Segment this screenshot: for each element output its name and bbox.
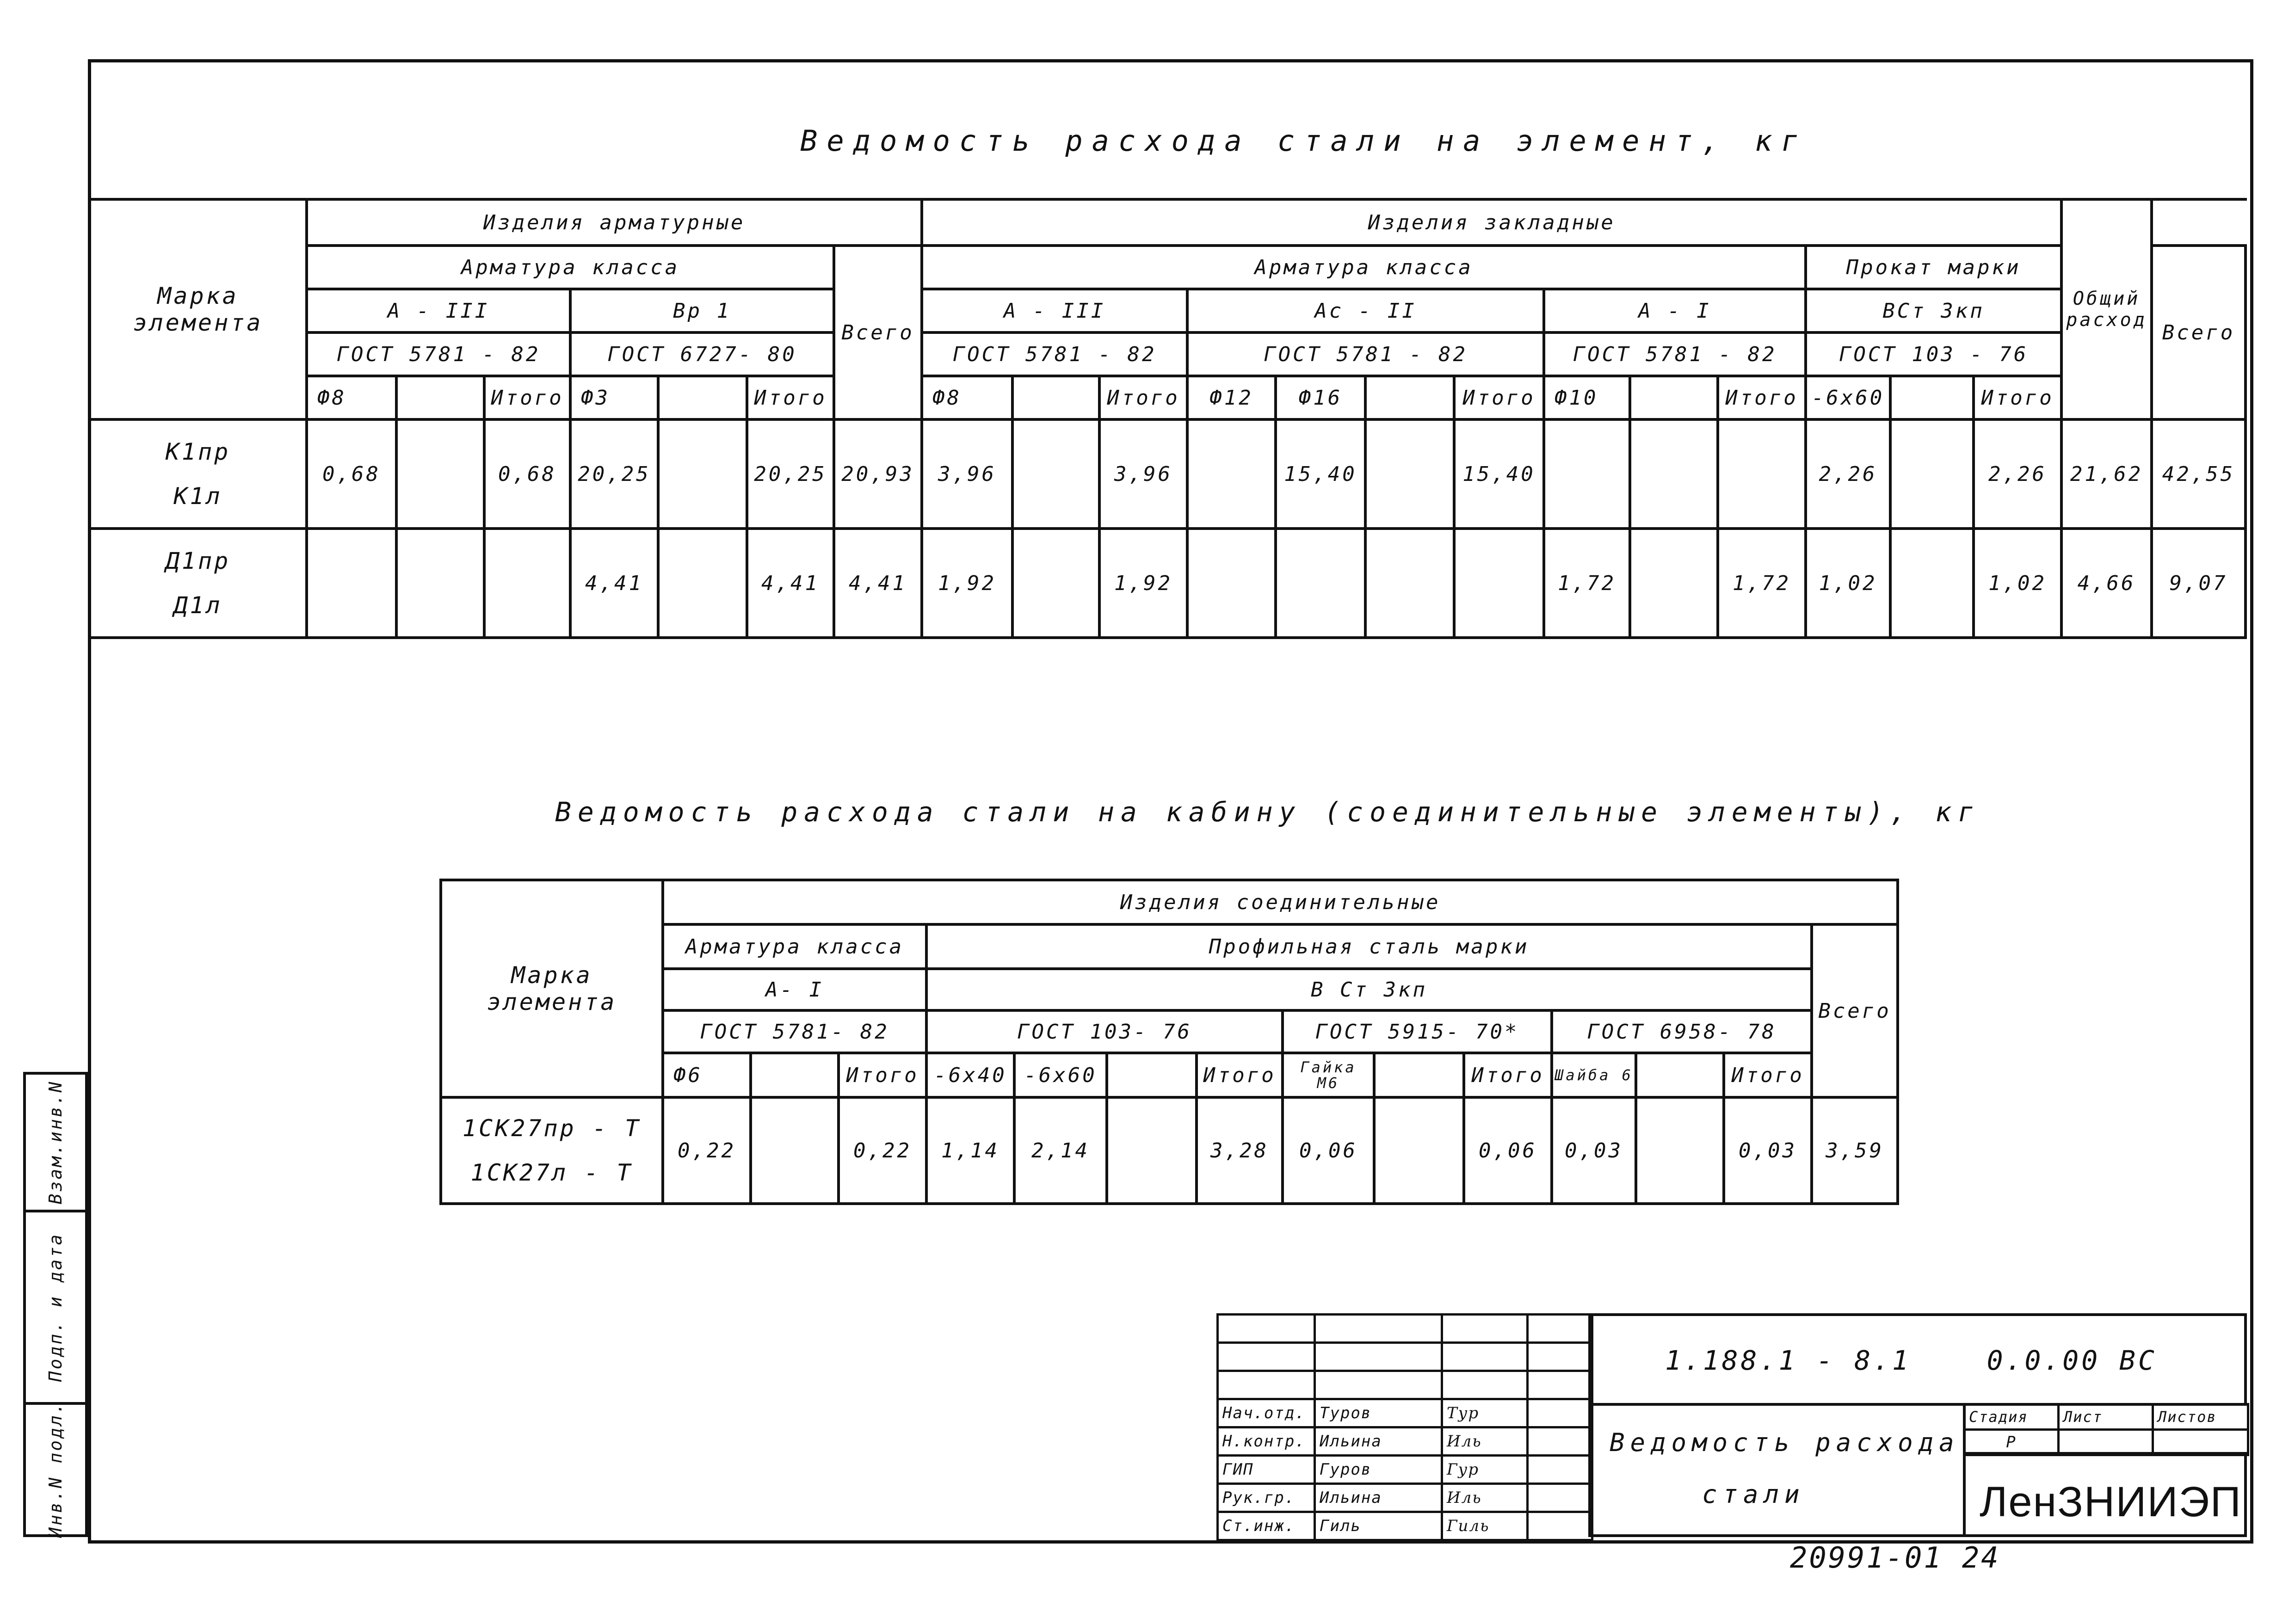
t1-h-total-arm: Всего — [834, 246, 922, 419]
cell: 20,25 — [747, 419, 834, 529]
cell — [658, 529, 747, 638]
stamp-row — [1218, 1456, 1592, 1484]
strip-sign-date — [23, 1210, 88, 1405]
strip-inv-no — [23, 1402, 88, 1537]
cell — [1630, 419, 1718, 529]
t1-class-as2: Ас - II — [1187, 289, 1544, 332]
t2-h-total: Всего — [1812, 924, 1898, 1097]
stamp-stage-table — [1963, 1403, 2249, 1456]
t2-gost-3: ГОСТ 5915- 70* — [1283, 1010, 1552, 1053]
t1-class-a1: А - I — [1544, 289, 1806, 332]
signature: Иль — [1442, 1484, 1528, 1512]
t1-col — [1012, 376, 1099, 419]
t2-col — [1107, 1053, 1197, 1097]
cell — [1630, 529, 1718, 638]
t2-col — [1374, 1053, 1464, 1097]
t1-col — [1890, 376, 1974, 419]
t1-h-rolled: Прокат марки — [1806, 246, 2061, 289]
t1-h-overall: Общий расход — [2061, 199, 2152, 419]
cell: 3,59 — [1812, 1097, 1898, 1204]
cell — [1890, 529, 1974, 638]
cell — [484, 529, 570, 638]
t1-gost-6: ГОСТ 103 - 76 — [1806, 332, 2061, 376]
t1-class-a3: А - III — [307, 289, 570, 332]
t1-col — [658, 376, 747, 419]
t1-col: Итого — [1974, 376, 2061, 419]
t2-col: Итого — [1724, 1053, 1812, 1097]
t1-h-rebar-class2: Арматура класса — [922, 246, 1806, 289]
t2-class-a1: А- I — [663, 969, 926, 1010]
role: Ст.инж. — [1218, 1512, 1315, 1540]
t1-gost-3: ГОСТ 5781 - 82 — [922, 332, 1187, 376]
t2-class-vst3kp: В Ст 3кп — [926, 969, 1812, 1010]
table1 — [88, 198, 2247, 639]
cell: 1,14 — [926, 1097, 1014, 1204]
t2-col: Шайба 6 — [1552, 1053, 1636, 1097]
t1-gost-1: ГОСТ 5781 - 82 — [307, 332, 570, 376]
t1-h-total-emb: Всего — [2152, 246, 2246, 419]
cell: 4,41 — [747, 529, 834, 638]
cell — [1365, 529, 1454, 638]
signature: Иль — [1442, 1427, 1528, 1456]
cell: 20,93 — [834, 419, 922, 529]
t1-col — [396, 376, 484, 419]
t2-col: Гайка М6 — [1283, 1053, 1374, 1097]
signature: Гиль — [1442, 1512, 1528, 1540]
cell — [1544, 419, 1630, 529]
name: Туров — [1315, 1399, 1442, 1427]
cell: 0,03 — [1724, 1097, 1812, 1204]
cell — [751, 1097, 839, 1204]
t1-col: Ф10 — [1544, 376, 1630, 419]
t1-col: Ф16 — [1276, 376, 1365, 419]
t1-gost-5: ГОСТ 5781 - 82 — [1544, 332, 1806, 376]
strip-vzam — [23, 1072, 88, 1212]
sheet-header: Лист — [2059, 1404, 2153, 1430]
cell — [1187, 529, 1276, 638]
table2-title: Ведомость расхода стали на кабину (соединительные элементы), кг — [555, 796, 1980, 828]
cell: 4,41 — [570, 529, 658, 638]
doc-title-line2: стали — [1702, 1480, 1805, 1509]
cell: 15,40 — [1276, 419, 1365, 529]
org-box — [1963, 1452, 2247, 1537]
strip-inv-no-label: Инв.N подл. — [45, 1401, 66, 1538]
cell: 2,14 — [1014, 1097, 1107, 1204]
table-row — [441, 1097, 1898, 1204]
t2-col: -6х60 — [1014, 1053, 1107, 1097]
cell: 1,92 — [922, 529, 1012, 638]
t1-col: Итого — [1718, 376, 1806, 419]
t1-h-rebar-class: Арматура класса — [307, 246, 834, 289]
sheets-header: Листов — [2153, 1404, 2248, 1430]
stamp-signatures — [1216, 1313, 1593, 1541]
cell: 42,55 — [2152, 419, 2246, 529]
cell: 9,07 — [2152, 529, 2246, 638]
t2-col: Итого — [1197, 1053, 1283, 1097]
t1-col: Итого — [747, 376, 834, 419]
cell — [1890, 419, 1974, 529]
cell: 4,66 — [2061, 529, 2152, 638]
t1-col: Ф8 — [307, 376, 396, 419]
cell: 21,62 — [2061, 419, 2152, 529]
name: Ильина — [1315, 1484, 1442, 1512]
cell — [1374, 1097, 1464, 1204]
mark-line-1: Д1пр — [165, 547, 231, 574]
t2-col: Итого — [1464, 1053, 1552, 1097]
t1-col: Итого — [1099, 376, 1187, 419]
name: Гиль — [1315, 1512, 1442, 1540]
cell — [658, 419, 747, 529]
cell: 0,22 — [663, 1097, 751, 1204]
t1-col: Ф12 — [1187, 376, 1276, 419]
t2-h-rebar: Арматура класса — [663, 924, 926, 969]
t1-col: Итого — [484, 376, 570, 419]
cell: 3,96 — [1099, 419, 1187, 529]
t1-class-vr1: Вр 1 — [570, 289, 834, 332]
t1-row-mark — [89, 529, 307, 638]
table-row — [89, 419, 2246, 529]
cell — [396, 529, 484, 638]
t1-h-mark: Марка элемента — [89, 199, 307, 419]
cell: 1,02 — [1806, 529, 1890, 638]
cell: 0,06 — [1464, 1097, 1552, 1204]
cell: 20,25 — [570, 419, 658, 529]
t1-col: Ф3 — [570, 376, 658, 419]
table2 — [439, 879, 1899, 1205]
stamp-row — [1218, 1512, 1592, 1540]
t2-col: Итого — [839, 1053, 926, 1097]
cell — [1636, 1097, 1724, 1204]
stamp-row — [1218, 1427, 1592, 1456]
t1-h-arm-items: Изделия арматурные — [307, 199, 922, 246]
t2-gost-2: ГОСТ 103- 76 — [926, 1010, 1283, 1053]
t1-col: Итого — [1454, 376, 1544, 419]
signature: Гур — [1442, 1456, 1528, 1484]
t1-class-a3-emb: А - III — [922, 289, 1187, 332]
cell: 3,96 — [922, 419, 1012, 529]
t1-col — [1630, 376, 1718, 419]
t2-h-mark: Марка элемента — [441, 880, 663, 1097]
cell: 1,92 — [1099, 529, 1187, 638]
name: Ильина — [1315, 1427, 1442, 1456]
cell: 1,02 — [1974, 529, 2061, 638]
t2-row-mark — [441, 1097, 663, 1204]
t2-gost-1: ГОСТ 5781- 82 — [663, 1010, 926, 1053]
cell — [396, 419, 484, 529]
role: ГИП — [1218, 1456, 1315, 1484]
t1-gost-4: ГОСТ 5781 - 82 — [1187, 332, 1544, 376]
t2-h-items: Изделия соединительные — [663, 880, 1898, 924]
t1-row-mark — [89, 419, 307, 529]
mark-line-2: К1л — [173, 483, 222, 510]
cell: 0,03 — [1552, 1097, 1636, 1204]
cell — [307, 529, 396, 638]
stamp-row — [1218, 1399, 1592, 1427]
org-name: ЛенЗНИИЭП — [1980, 1478, 2242, 1526]
stamp-title-box — [1588, 1403, 1966, 1537]
stamp-row — [1218, 1484, 1592, 1512]
t2-gost-4: ГОСТ 6958- 78 — [1552, 1010, 1812, 1053]
cell — [1365, 419, 1454, 529]
role: Н.контр. — [1218, 1427, 1315, 1456]
t2-col — [1636, 1053, 1724, 1097]
cell: 0,22 — [839, 1097, 926, 1204]
cell — [1012, 419, 1099, 529]
t1-h-emb-items: Изделия закладные — [922, 199, 2061, 246]
name: Гуров — [1315, 1456, 1442, 1484]
t1-gost-2: ГОСТ 6727- 80 — [570, 332, 834, 376]
signature: Тур — [1442, 1399, 1528, 1427]
cell: 4,41 — [834, 529, 922, 638]
t2-col — [751, 1053, 839, 1097]
mark-line-2: Д1л — [173, 592, 222, 619]
footer-number: 20991-01 24 — [1790, 1541, 2000, 1575]
t1-col: -6х60 — [1806, 376, 1890, 419]
t2-col: Ф6 — [663, 1053, 751, 1097]
cell: 0,06 — [1283, 1097, 1374, 1204]
t2-col: -6х40 — [926, 1053, 1014, 1097]
t2-h-profile: Профильная сталь марки — [926, 924, 1812, 969]
cell: 1,72 — [1718, 529, 1806, 638]
doc-title-line1: Ведомость расхода — [1610, 1428, 1960, 1457]
stage-value: Р — [1964, 1430, 2059, 1455]
mark-line-1: К1пр — [165, 438, 231, 465]
role: Нач.отд. — [1218, 1399, 1315, 1427]
cell: 0,68 — [307, 419, 396, 529]
stage-header: Стадия — [1964, 1404, 2059, 1430]
cell: 0,68 — [484, 419, 570, 529]
strip-sign-date-label: Подп. и дата — [45, 1232, 66, 1382]
mark-line-1: 1СК27пр - Т — [462, 1115, 642, 1142]
cell — [1107, 1097, 1197, 1204]
doc-code: 1.188.1 - 8.1 0.0.00 ВС — [1665, 1345, 2157, 1376]
t1-col: Ф8 — [922, 376, 1012, 419]
stamp-code-box — [1588, 1313, 2247, 1406]
table-row — [89, 529, 2246, 638]
strip-vzam-label: Взам.инв.N — [45, 1080, 66, 1205]
t1-col — [1365, 376, 1454, 419]
cell — [1187, 419, 1276, 529]
cell — [1718, 419, 1806, 529]
t1-class-vst3kp: ВСт 3кп — [1806, 289, 2061, 332]
cell — [1454, 529, 1544, 638]
mark-line-2: 1СК27л - Т — [470, 1159, 633, 1186]
cell — [1276, 529, 1365, 638]
cell: 1,72 — [1544, 529, 1630, 638]
table1-title: Ведомость расхода стали на элемент, кг — [800, 124, 1808, 158]
cell: 3,28 — [1197, 1097, 1283, 1204]
cell: 2,26 — [1806, 419, 1890, 529]
cell: 2,26 — [1974, 419, 2061, 529]
role: Рук.гр. — [1218, 1484, 1315, 1512]
cell: 15,40 — [1454, 419, 1544, 529]
cell — [1012, 529, 1099, 638]
